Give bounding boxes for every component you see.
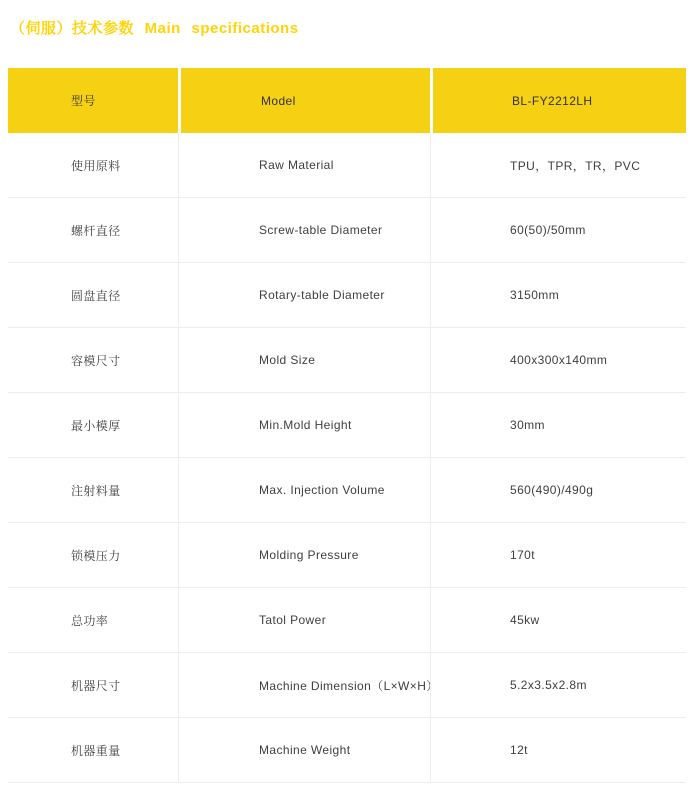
spec-value: 400x300x140mm bbox=[430, 328, 686, 392]
spec-label-cn: 注射料量 bbox=[71, 483, 121, 498]
specifications-table bbox=[8, 68, 686, 783]
header-cell-model-en: Model bbox=[178, 68, 430, 133]
spec-label-en: Molding Pressure bbox=[178, 523, 430, 587]
spec-label-en: Min.Mold Height bbox=[178, 393, 430, 457]
spec-value: 170t bbox=[430, 523, 686, 587]
table-header-row bbox=[8, 68, 686, 133]
page-title: （伺服）技术参数 Main specifications bbox=[10, 20, 299, 37]
header-cell-model-number: BL-FY2212LH bbox=[430, 68, 686, 133]
spec-label-cn: 机器尺寸 bbox=[71, 678, 121, 693]
spec-label-cn: 使用原料 bbox=[71, 158, 121, 173]
table-row bbox=[8, 523, 686, 588]
table-row bbox=[8, 133, 686, 198]
spec-label-en: Max. Injection Volume bbox=[178, 458, 430, 522]
spec-label-cn: 容模尺寸 bbox=[71, 353, 121, 368]
spec-label-en: Rotary-table Diameter bbox=[178, 263, 430, 327]
table-row bbox=[8, 458, 686, 523]
spec-label-en: Screw-table Diameter bbox=[178, 198, 430, 262]
table-row bbox=[8, 393, 686, 458]
spec-label-en: Raw Material bbox=[178, 133, 430, 197]
spec-value: 30mm bbox=[430, 393, 686, 457]
spec-label-cn: 螺杆直径 bbox=[71, 223, 121, 238]
spec-label-cn: 锁模压力 bbox=[71, 548, 121, 563]
spec-value: 12t bbox=[430, 718, 686, 782]
spec-table-body bbox=[8, 133, 686, 783]
spec-value: 5.2x3.5x2.8m bbox=[430, 653, 686, 717]
header-cell-model-cn: 型号 bbox=[71, 94, 96, 108]
spec-value: 560(490)/490g bbox=[430, 458, 686, 522]
spec-value: 60(50)/50mm bbox=[430, 198, 686, 262]
table-row bbox=[8, 198, 686, 263]
spec-label-en: Machine Weight bbox=[178, 718, 430, 782]
spec-value: TPU，TPR，TR，PVC bbox=[430, 133, 686, 197]
table-row bbox=[8, 653, 686, 718]
table-row bbox=[8, 328, 686, 393]
spec-value: 45kw bbox=[430, 588, 686, 652]
spec-label-cn: 最小模厚 bbox=[71, 418, 121, 433]
spec-label-en: Tatol Power bbox=[178, 588, 430, 652]
table-row bbox=[8, 588, 686, 653]
table-row bbox=[8, 718, 686, 783]
spec-label-cn: 圆盘直径 bbox=[71, 288, 121, 303]
spec-value: 3150mm bbox=[430, 263, 686, 327]
spec-label-cn: 总功率 bbox=[71, 613, 109, 628]
table-row bbox=[8, 263, 686, 328]
spec-label-en: Mold Size bbox=[178, 328, 430, 392]
spec-label-cn: 机器重量 bbox=[71, 743, 121, 758]
spec-label-en: Machine Dimension（L×W×H） bbox=[178, 653, 430, 717]
